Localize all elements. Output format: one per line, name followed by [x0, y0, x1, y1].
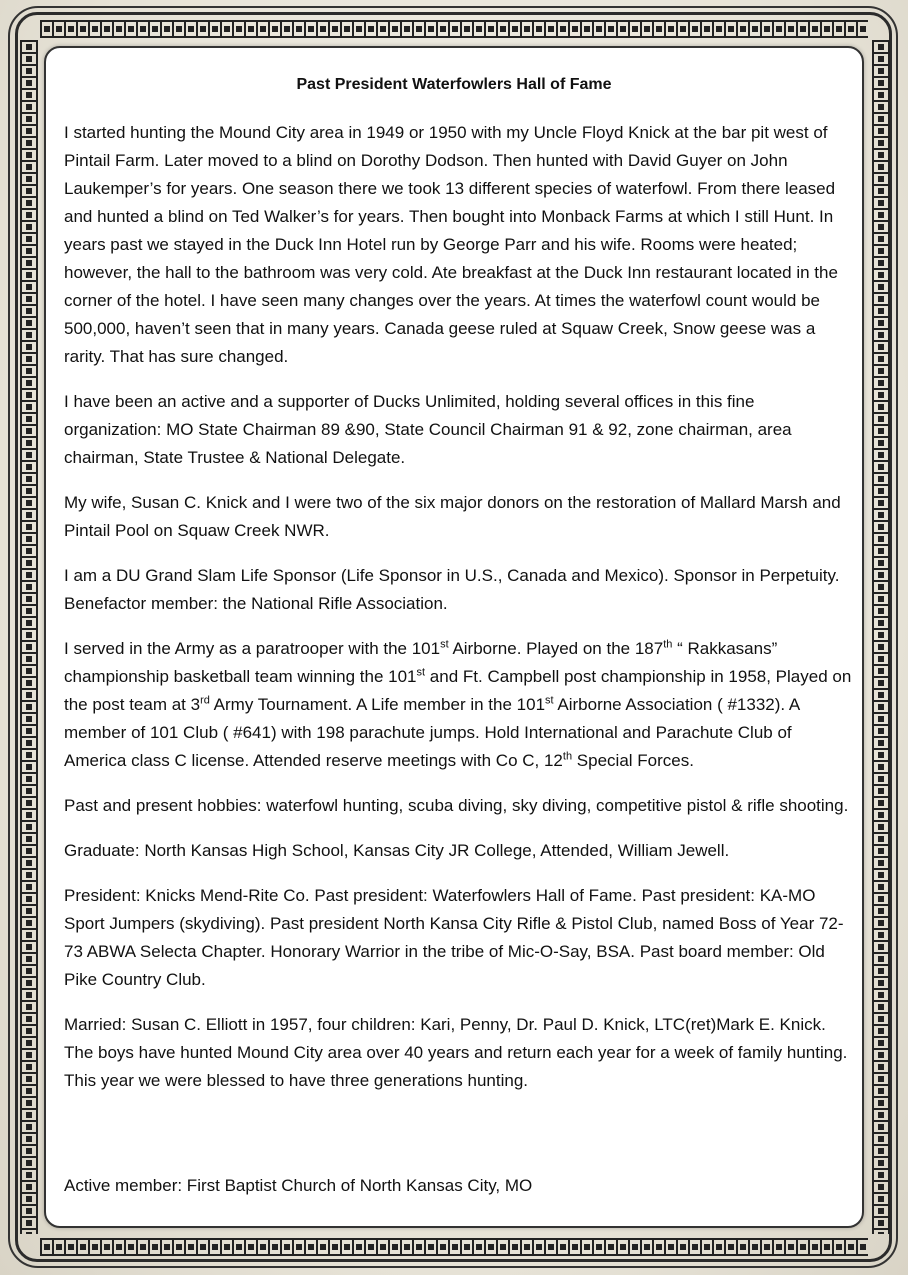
greek-key-border-right — [872, 40, 890, 1234]
paragraph-positions: President: Knicks Mend-Rite Co. Past president: Waterfowlers Hall of Fame. Past president: KA-MO Sport Jumpers (skydiving). Past president North Kansa City Rifle & Pistol Club, named Boss of Year 72-73 ABWA Selecta Chapter. Honorary Warrior in the tribe of Mic-O-Say, BSA. Past board member: Old Pike Country Club. — [64, 886, 844, 989]
paragraph-army-service: I served in the Army as a paratrooper with the 101st Airborne. Played on the 187th “ Rakkasans” championship basketball team winning the 101st and Ft. Campbell post championship in 1958, Played on the post team at 3rd Army Tournament. A Life member in the 101st Airborne Association ( #1332). A member of 101 Club ( #641) with 198 parachute jumps. Hold International and Parachute Club of America class C license. Attended reserve meetings with Co C, 12th Special Forces. — [64, 638, 852, 770]
paragraph-hunting-history: I started hunting the Mound City area in 1949 or 1950 with my Uncle Floyd Knick at the bar pit west of Pintail Farm. Later moved to a blind on Dorothy Dodson. Then hunted with David Guyer on John Laukemper’s for years. One season there we took 13 different species of waterfowl. From there leased and hunted a blind on Ted Walker’s for years. Then bought into Monback Farms at which I still Hunt. In years past we stayed in the Duck Inn Hotel run by George Parr and his wife. Rooms were heated; however, the hall to the bathroom was very cold. Ate breakfast at the Duck Inn restaurant located in the corner of the hotel. I have seen many changes over the years. At times the waterfowl count would be 500,000, haven’t seen that in many years. Canada geese ruled at Squaw Creek, Snow geese was a rarity. That has sure changed. — [64, 123, 838, 366]
church-membership-line: Active member: First Baptist Church of North Kansas City, MO — [64, 1176, 533, 1195]
greek-key-border-left — [20, 40, 38, 1234]
greek-key-border-bottom — [40, 1238, 868, 1256]
biography-text — [64, 119, 852, 1139]
paragraph-ducks-unlimited: I have been an active and a supporter of Ducks Unlimited, holding several offices in this fine organization: MO State Chairman 89 &90, State Council Chairman 91 & 92, zone chairman, area chairman, State Trustee & National Delegate. — [64, 392, 792, 467]
content-panel — [44, 46, 864, 1228]
paragraph-donors: My wife, Susan C. Knick and I were two of the six major donors on the restoration of Mallard Marsh and Pintail Pool on Squaw Creek NWR. — [64, 493, 841, 540]
greek-key-border-top — [40, 20, 868, 38]
paragraph-sponsor: I am a DU Grand Slam Life Sponsor (Life Sponsor in U.S., Canada and Mexico). Sponsor in Perpetuity. Benefactor member: the National Rifle Association. — [64, 566, 840, 613]
paragraph-hobbies: Past and present hobbies: waterfowl hunting, scuba diving, sky diving, competitive pistol & rifle shooting. — [64, 796, 849, 815]
page-title: Past President Waterfowlers Hall of Fame — [296, 76, 612, 93]
paragraph-education: Graduate: North Kansas High School, Kansas City JR College, Attended, William Jewell. — [64, 841, 730, 860]
paragraph-family: Married: Susan C. Elliott in 1957, four children: Kari, Penny, Dr. Paul D. Knick, LTC(ret)Mark E. Knick. The boys have hunted Mound City area over 40 years and return each year for a week of family hunting. This year we were blessed to have three generations hunting. — [64, 1015, 848, 1090]
